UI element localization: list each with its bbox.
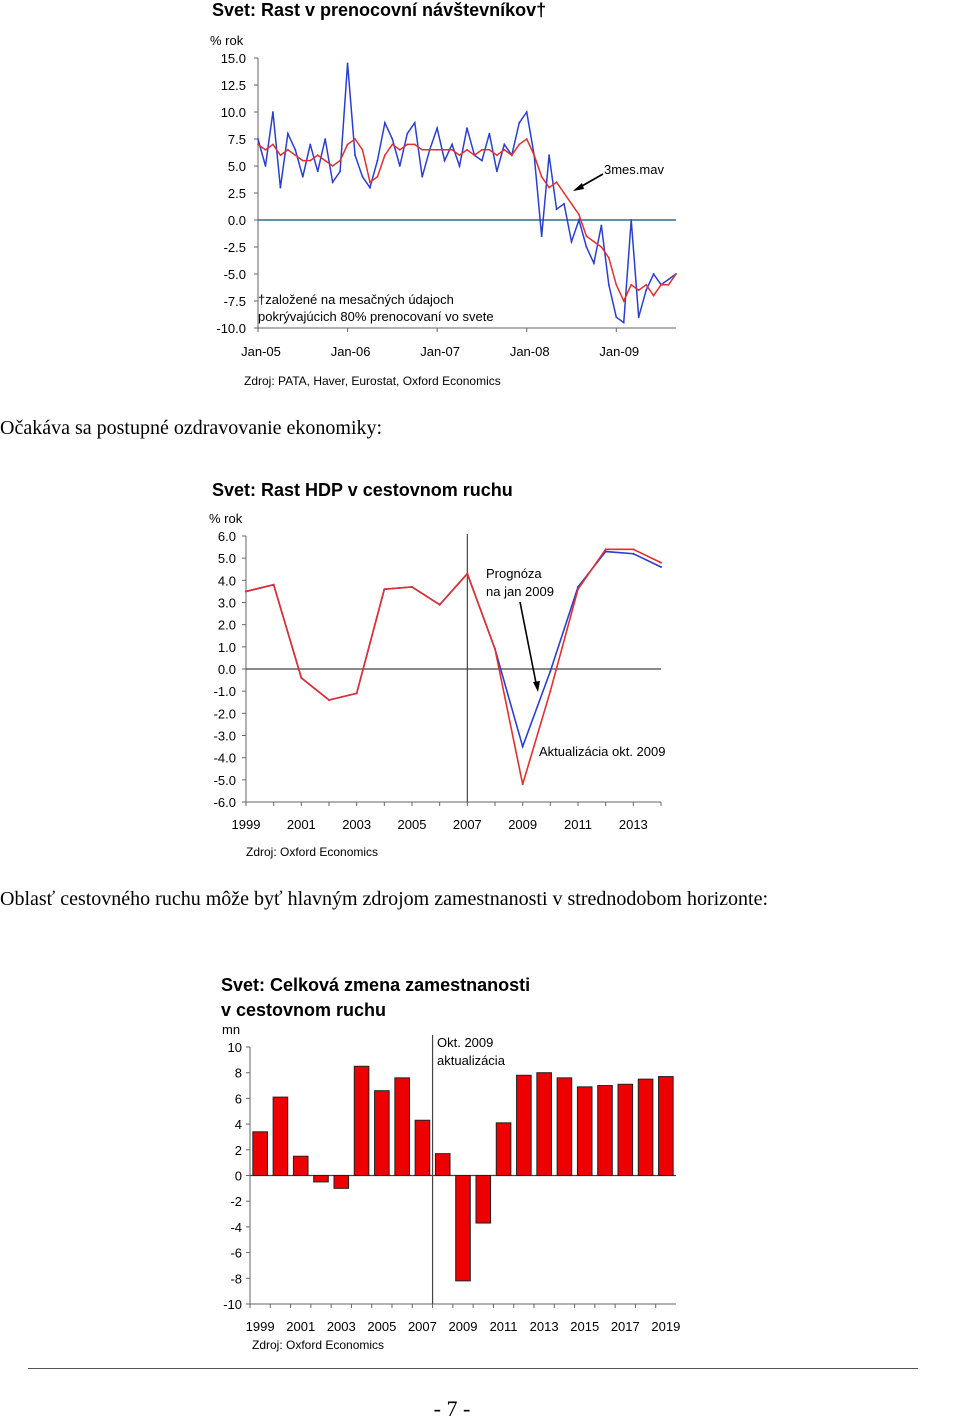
chart2-annotation-forecast-1: Prognóza — [486, 566, 542, 581]
chart2-point — [632, 548, 634, 550]
chart3-ytick-label: -2 — [230, 1194, 242, 1210]
chart1-point — [339, 160, 341, 162]
chart3-bar-2006 — [395, 1078, 410, 1176]
chart1-point — [593, 262, 595, 264]
chart2-point — [660, 566, 662, 568]
chart3-ticks — [223, 1040, 680, 1334]
chart3-bar-2018 — [638, 1079, 653, 1175]
chart3-bar-2008 — [435, 1154, 450, 1176]
chart3-bar-2009 — [456, 1176, 471, 1281]
chart1-point — [503, 149, 505, 151]
chart1-point — [608, 284, 610, 286]
chart3-bar-2013 — [537, 1073, 552, 1176]
chart3-annotation-line1: Okt. 2009 — [437, 1035, 494, 1050]
chart3-bar-2000 — [273, 1097, 288, 1175]
chart1-point — [653, 273, 655, 275]
chart3-xtick-label: 2009 — [448, 1319, 478, 1334]
chart3-bar-2001 — [293, 1156, 308, 1175]
chart1-point — [399, 149, 401, 151]
chart2-point — [383, 588, 385, 590]
chart1-point — [444, 160, 446, 162]
chart1-point — [481, 149, 483, 151]
chart1-point — [600, 246, 602, 248]
chart1-xtick-label: Jan-05 — [241, 344, 281, 359]
chart2-ytick-label: 3.0 — [217, 595, 236, 611]
chart1-point — [488, 149, 490, 151]
chart1-point — [518, 122, 520, 124]
chart1-point — [421, 176, 423, 178]
chart1-point — [563, 203, 565, 205]
chart1-point — [586, 246, 588, 248]
chart2-point — [549, 670, 551, 672]
chart1-point — [638, 289, 640, 291]
chart1-point — [668, 284, 670, 286]
chart3-xtick-label: 1999 — [245, 1319, 275, 1334]
chart1-point — [451, 144, 453, 146]
chart1-point — [391, 144, 393, 146]
chart2-point — [522, 746, 524, 748]
chart2-ytick-label: -5.0 — [213, 772, 236, 788]
chart2-xtick-label: 2013 — [618, 817, 648, 832]
chart1-source: Zdroj: PATA, Haver, Eurostat, Oxford Economics — [244, 374, 501, 388]
page-number: - 7 - — [433, 1396, 471, 1421]
chart3-ytick-label: 6 — [234, 1091, 242, 1107]
chart1-point — [362, 149, 364, 151]
chart3-annotation-line2: aktualizácia — [437, 1053, 505, 1068]
chart3-ylabel: mn — [222, 1022, 241, 1037]
chart1-point — [496, 154, 498, 156]
chart2-ytick-label: -2.0 — [213, 706, 236, 722]
chart1-ytick-label: 2.5 — [227, 186, 246, 201]
chart3-xtick-label: 2015 — [570, 1319, 600, 1334]
chart1-point — [556, 208, 558, 210]
chart1-point — [287, 133, 289, 135]
chart3-title-line1: Svet: Celková zmena zamestnanosti — [221, 975, 531, 995]
chart2-point — [522, 783, 524, 785]
chart2-annotation-actual: Aktualizácia okt. 2009 — [539, 744, 666, 759]
chart3-bar-2011 — [496, 1123, 511, 1176]
chart3-bar-2007 — [415, 1120, 430, 1175]
chart1-point — [608, 257, 610, 259]
chart1-point — [272, 144, 274, 146]
chart1-point — [377, 176, 379, 178]
chart1-point — [496, 171, 498, 173]
chart1-series-monthly-line — [258, 63, 676, 322]
chart3-xtick-label: 2007 — [407, 1319, 437, 1334]
chart3-bar-2010 — [476, 1176, 491, 1224]
chart1-point — [265, 149, 267, 151]
chart2-xtick-label: 2009 — [508, 817, 538, 832]
chart1-ytick-label: -7.5 — [223, 294, 246, 309]
chart1-point — [638, 316, 640, 318]
chart1-ytick-label: 15.0 — [220, 51, 246, 66]
chart2-arrow — [520, 602, 537, 688]
chart1-ylabel: % rok — [210, 33, 244, 48]
chart2-ytick-label: 1.0 — [217, 639, 236, 655]
chart2-title: Svet: Rast HDP v cestovnom ruchu — [212, 480, 513, 500]
chart1-note-line2: pokrývajúcich 80% prenocovaní vo svete — [258, 309, 494, 324]
chart2-point — [356, 692, 358, 694]
chart3-ytick-label: -8 — [230, 1271, 242, 1287]
chart2-xtick-label: 2005 — [397, 817, 427, 832]
chart1-point — [347, 63, 349, 65]
chart1-point — [377, 160, 379, 162]
chart1-point — [488, 133, 490, 135]
chart1-point — [421, 149, 423, 151]
chart2-ytick-label: -1.0 — [213, 684, 236, 700]
chart1-point — [332, 165, 334, 167]
chart1-point — [660, 284, 662, 286]
chart1-point — [541, 176, 543, 178]
chart1-point — [391, 138, 393, 140]
chart3-xtick-label: 2001 — [286, 1319, 316, 1334]
chart1-point — [466, 149, 468, 151]
chart1-series — [257, 63, 677, 324]
chart1-note-line1: †založené na mesačných údajoch — [258, 292, 454, 307]
chart1-point — [384, 122, 386, 124]
chart1-point — [459, 154, 461, 156]
chart1-point — [279, 187, 281, 189]
chart2-point — [549, 690, 551, 692]
chart1-point — [511, 154, 513, 156]
paragraph-recovery: Očakáva sa postupné ozdravovanie ekonomiky: — [0, 417, 383, 439]
chart1-point — [287, 149, 289, 151]
chart1-point — [272, 111, 274, 113]
chart1-point — [317, 171, 319, 173]
chart1-point — [414, 122, 416, 124]
chart2-arrowhead — [533, 681, 540, 692]
chart3-bars — [253, 1066, 673, 1281]
chart2-ytick-label: -6.0 — [213, 795, 236, 810]
chart1-point — [309, 160, 311, 162]
chart1-point — [302, 160, 304, 162]
chart1-ytick-label: 0.0 — [227, 213, 246, 228]
chart3-ytick-label: 4 — [234, 1117, 242, 1133]
chart2-xtick-label: 2001 — [286, 817, 316, 832]
chart2-point — [328, 699, 330, 701]
chart1-point — [384, 154, 386, 156]
chart3-xtick-label: 2017 — [610, 1319, 640, 1334]
chart1-point — [354, 138, 356, 140]
chart3-xtick-label: 2011 — [489, 1319, 518, 1334]
chart2-ylabel: % rok — [209, 511, 243, 526]
chart1-point — [474, 154, 476, 156]
chart3-bar-2002 — [314, 1176, 329, 1182]
chart1-point — [593, 241, 595, 243]
chart3-title-line2: v cestovnom ruchu — [221, 1000, 387, 1020]
chart1-ytick-label: 5.0 — [227, 159, 246, 174]
chart1-point — [630, 284, 632, 286]
chart1-point — [332, 181, 334, 183]
chart1-point — [556, 181, 558, 183]
chart1-point — [578, 219, 580, 221]
chart3-bar-2019 — [659, 1077, 674, 1176]
chart1-point — [257, 138, 259, 140]
chart2-axes — [246, 534, 661, 802]
chart2-point — [300, 677, 302, 679]
chart1-point — [466, 127, 468, 129]
chart1-point — [503, 144, 505, 146]
chart2-point — [660, 562, 662, 564]
chart1-point — [623, 300, 625, 302]
chart1-point — [653, 295, 655, 297]
chart1-point — [294, 149, 296, 151]
chart1-point — [429, 149, 431, 151]
chart2-point — [411, 586, 413, 588]
chart3-ytick-label: -6 — [230, 1245, 242, 1261]
chart1-point — [414, 144, 416, 146]
chart3-source: Zdroj: Oxford Economics — [252, 1338, 385, 1352]
chart1-point — [645, 289, 647, 291]
chart2-ytick-label: 5.0 — [217, 551, 236, 567]
chart3-bar-2012 — [517, 1075, 532, 1175]
chart2-ytick-label: 6.0 — [217, 529, 236, 544]
chart1-point — [586, 235, 588, 237]
chart1-point — [294, 154, 296, 156]
chart3-xtick-label: 2013 — [529, 1319, 559, 1334]
chart1-point — [324, 138, 326, 140]
chart1-point — [436, 149, 438, 151]
chart1-point — [615, 284, 617, 286]
chart1-point — [548, 187, 550, 189]
chart1-annotation-mav: 3mes.mav — [604, 162, 664, 177]
chart2-xtick-label: 2003 — [342, 817, 372, 832]
chart1-point — [668, 279, 670, 281]
chart2-ytick-label: -3.0 — [213, 728, 236, 744]
chart1-point — [578, 214, 580, 216]
chart1-point — [526, 111, 528, 113]
chart1-title: Svet: Rast v prenocovní návštevníkov† — [212, 0, 547, 20]
chart1-point — [451, 149, 453, 151]
chart1-ytick-label: -2.5 — [223, 240, 246, 255]
chart2-point — [577, 588, 579, 590]
chart-tourism-employment — [0, 965, 960, 1360]
chart1-point — [362, 176, 364, 178]
chart1-point — [257, 144, 259, 146]
chart1-point — [630, 219, 632, 221]
chart2-annotation-forecast-2: na jan 2009 — [486, 584, 554, 599]
chart3-ytick-label: 2 — [234, 1142, 242, 1158]
chart1-point — [399, 165, 401, 167]
chart1-point — [526, 138, 528, 140]
chart3-xtick-label: 2005 — [367, 1319, 397, 1334]
chart1-point — [518, 144, 520, 146]
chart1-point — [265, 165, 267, 167]
chart1-point — [302, 176, 304, 178]
chart3-xtick-label: 2003 — [326, 1319, 356, 1334]
chart2-point — [632, 553, 634, 555]
chart2-ytick-label: 4.0 — [217, 573, 236, 589]
chart1-ytick-label: 10.0 — [220, 105, 246, 120]
chart1-point — [354, 154, 356, 156]
chart2-xtick-label: 2007 — [452, 817, 482, 832]
chart3-bar-2004 — [354, 1066, 369, 1175]
chart1-point — [533, 154, 535, 156]
chart-overnight-stays — [0, 0, 960, 395]
chart2-point — [605, 548, 607, 550]
chart2-ytick-label: 0.0 — [217, 662, 236, 677]
chart1-xtick-label: Jan-09 — [599, 344, 640, 359]
chart1-point — [406, 133, 408, 135]
chart1-point — [444, 149, 446, 151]
chart1-point — [571, 241, 573, 243]
chart3-ytick-label: 0 — [234, 1168, 242, 1184]
chart2-ticks — [214, 529, 661, 832]
chart1-point — [347, 144, 349, 146]
chart1-point — [459, 165, 461, 167]
chart1-ytick-label: -5.0 — [223, 267, 246, 282]
paragraph-employment: Oblasť cestovného ruchu môže byť hlavným zdrojom zamestnanosti v strednodobom horizonte: — [0, 888, 769, 910]
chart1-point — [541, 235, 543, 237]
chart1-point — [309, 144, 311, 146]
chart2-ytick-label: -4.0 — [213, 750, 236, 766]
chart3-xtick-label: 2019 — [651, 1319, 681, 1334]
chart1-xtick-label: Jan-07 — [420, 344, 461, 359]
chart1-point — [324, 160, 326, 162]
chart1-point — [548, 154, 550, 156]
chart1-point — [600, 225, 602, 227]
chart3-ytick-label: -4 — [230, 1219, 242, 1235]
chart1-point — [675, 273, 677, 275]
chart2-xtick-label: 1999 — [231, 817, 261, 832]
chart3-bar-2015 — [577, 1087, 592, 1176]
chart1-point — [339, 171, 341, 173]
chart2-point — [245, 590, 247, 592]
chart3-bar-2017 — [618, 1084, 633, 1175]
chart3-ytick-label: 10 — [227, 1040, 242, 1055]
chart1-point — [369, 181, 371, 183]
chart3-bar-2003 — [334, 1176, 349, 1189]
footer-divider — [28, 1368, 918, 1369]
chart2-series-forecast-line — [246, 552, 661, 747]
chart2-xtick-label: 2011 — [564, 817, 592, 832]
chart1-arrowhead — [573, 183, 584, 191]
chart3-bar-2016 — [598, 1086, 613, 1176]
chart1-point — [317, 154, 319, 156]
chart2-point — [273, 584, 275, 586]
chart2-point — [466, 573, 468, 575]
chart2-source: Zdroj: Oxford Economics — [246, 845, 379, 859]
chart1-point — [571, 203, 573, 205]
chart1-point — [406, 144, 408, 146]
chart1-point — [279, 154, 281, 156]
chart3-bar-1999 — [253, 1132, 268, 1176]
chart-tourism-gdp — [0, 470, 960, 860]
chart1-point — [623, 322, 625, 324]
chart3-bar-2005 — [375, 1091, 390, 1176]
chart1-point — [436, 127, 438, 129]
chart2-point — [439, 604, 441, 606]
chart1-point — [615, 316, 617, 318]
chart1-point — [563, 192, 565, 194]
chart1-axes — [258, 58, 676, 328]
chart1-point — [369, 187, 371, 189]
chart1-point — [645, 284, 647, 286]
chart1-ytick-label: 12.5 — [220, 78, 246, 93]
chart3-bar-2014 — [557, 1078, 572, 1176]
chart3-ytick-label: -10 — [223, 1297, 242, 1312]
chart1-ytick-label: -10.0 — [216, 321, 246, 336]
chart1-xtick-label: Jan-06 — [330, 344, 371, 359]
chart2-ytick-label: 2.0 — [217, 617, 236, 633]
chart2-point — [494, 648, 496, 650]
chart1-ytick-label: 7.5 — [227, 132, 246, 147]
chart1-xtick-label: Jan-08 — [509, 344, 550, 359]
chart1-point — [481, 160, 483, 162]
chart3-ytick-label: 8 — [234, 1065, 242, 1081]
